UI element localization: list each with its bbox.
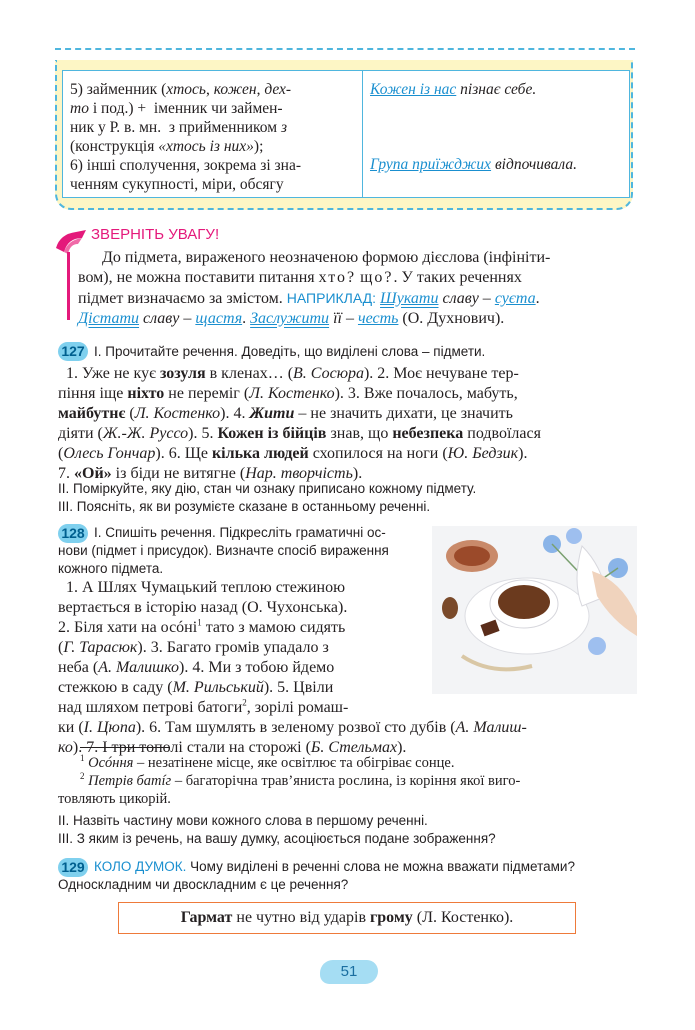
top-dashed-rule — [55, 48, 635, 50]
exercise-number-badge: 129 — [58, 858, 88, 877]
exercise-task: I. Спишіть речення. Підкресліть граматичні ос- нови (підмет і присудок). Визначте спосіб вираження кожного підмета. — [58, 525, 389, 576]
exercise-task: КОЛО ДУМОК. Чому виділені в реченні слова не можна вважати підметами? — [94, 859, 575, 874]
example-subject: Шукати — [380, 290, 439, 307]
example-subject: Дістати — [78, 310, 140, 327]
footnotes: $^1$ Осóння – незатінене місце, яке освітлює та обігріває сонце. $^2$ Петрів батíг – багаторічна трав’яниста рослина, із коріння якої виго- товляють цикорій. — [58, 753, 521, 807]
exercise-task-2: II. Назвіть частину мови кожного слова в першому реченні. — [58, 813, 428, 828]
exercise-128-text: 1. А Шлях Чумацький теплою стежиною вертається в історію назад (О. Чухонська). 2. Біля хати на осóні$^1$ тато з мамою сидять (Г. Тарасюк). 3. Багато громів упадало з неба (А. Малишко). 4. Ми з тобою йдемо стежкою в саду (М. Рильський). 5. Цвіли над шляхом петрові батоги$^2$, зорілі ромаш- — [58, 579, 349, 716]
attention-line: До підмета, вираженого неозначеною формою дієслова (інфініти- — [102, 249, 551, 266]
attention-line: вом), не можна поставити питання хто? що?. У таких реченнях — [78, 269, 522, 286]
attention-line: Дістати славу – щастя. Заслужити її – честь (О. Духнович). — [78, 310, 505, 327]
example-predicate: щастя — [195, 310, 243, 327]
exercise-127-text: 1. Уже не кує зозуля в кленах… (В. Сосюра). 2. Моє нечуване тер- піння іще ніхто не переміг (Л. Костенко). 3. Вже почалось, мабуть, майбутнє (Л. Костенко). 4. Жити – не значить дихати, це значить діяти (Ж.-Ж. Руссо). 5. Кожен із бійців знав, що небезпека подвоїлася (Олесь Гончар). 6. Ще кілька людей схопилося на ноги (Ю. Бедзик). 7. «Ой» із біди не витягне (Нар. творчість). — [58, 365, 541, 482]
example-subject: Кожен із нас — [370, 81, 457, 98]
exercise-task-line2: Односкладним чи двоскладним є це речення? — [58, 877, 349, 892]
attention-title: ЗВЕРНІТЬ УВАГУ! — [91, 226, 220, 243]
exercise-task-3: III. Поясніть, як ви розумієте сказане в останньому реченні. — [58, 499, 431, 514]
exercise-task: I. Прочитайте речення. Доведіть, що виділені слова – підмети. — [94, 344, 486, 359]
example-subject: Група приїжджих — [370, 156, 492, 173]
example-subject: Заслужити — [250, 310, 330, 327]
attention-bar — [67, 252, 70, 320]
kolo-dumok-label: КОЛО ДУМОК. — [94, 859, 187, 874]
example-predicate: суєта — [494, 290, 536, 307]
exercise-task-3: III. З яким із речень, на вашу думку, асоціюється подане зображення? — [58, 831, 496, 846]
footnote-rule — [80, 747, 170, 748]
table-left-cell: 5) займенник (хтось, кожен, дех- то і под.) + іменник чи займен- ник у Р. в. мн. з прийменником з (конструкція «хтось із них»); 6) інші сполучення, зокрема зі зна- ченням сукупності, міри, обсягу — [70, 81, 302, 193]
attention-line: підмет визначаємо за змістом. НАПРИКЛАД: Шукати славу – суєта. — [78, 290, 540, 307]
exercise-task-2: II. Поміркуйте, яку дію, стан чи ознаку приписано кожному підмету. — [58, 481, 477, 496]
exercise-128-text-cont: ки (І. Цюпа). 6. Там шумлять в зеленому розвої сто дубів (А. Малиш- ко). 7. І три тополі стали на сторожі (Б. Стельмах). — [58, 719, 527, 756]
example-text: відпочивала. — [491, 156, 578, 173]
exercise-number-badge: 127 — [58, 342, 88, 361]
attention-text — [78, 248, 638, 329]
page-number: 51 — [320, 960, 378, 984]
example-label: НАПРИКЛАД: — [286, 290, 377, 306]
table-right-example-1 — [370, 80, 536, 99]
exercise-number-badge: 128 — [58, 524, 88, 543]
example-predicate: честь — [357, 310, 399, 327]
coffee-chicory-photo — [432, 526, 637, 694]
table-right-example-2 — [370, 155, 577, 174]
example-text: пізнає себе. — [456, 81, 537, 98]
boxed-sentence: Гармат не чутно від ударів грому (Л. Костенко). — [180, 909, 514, 926]
